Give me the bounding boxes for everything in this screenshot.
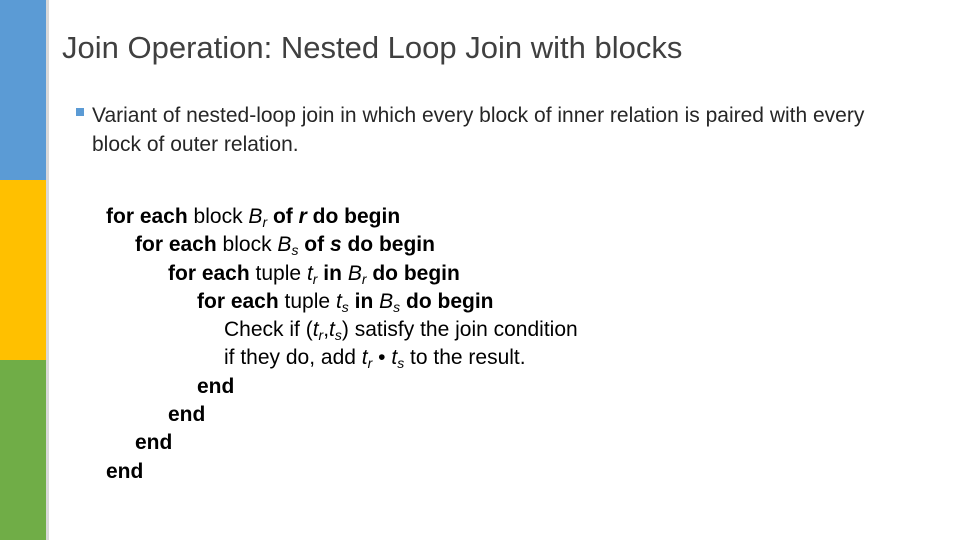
code-subscript: s — [341, 298, 349, 315]
pseudocode-block — [106, 203, 578, 486]
accent-band-gold — [0, 180, 46, 360]
code-line-inner-block-loop — [106, 231, 578, 259]
keyword-of: of — [272, 205, 293, 228]
code-line-end — [106, 429, 578, 457]
code-subscript: s — [291, 242, 299, 259]
code-var: t — [329, 318, 335, 342]
keyword-end: end — [106, 459, 144, 483]
code-line-end — [106, 373, 578, 401]
bullet-square-icon — [76, 108, 84, 116]
bullet-text: Variant of nested-loop join in which every block of inner relation is paired with every block of outer relation. — [92, 104, 865, 156]
code-subscript: s — [334, 327, 342, 344]
code-relation: r — [298, 205, 307, 228]
code-subscript: s — [397, 355, 405, 372]
keyword-do-begin: do begin — [312, 205, 401, 228]
accent-band-edge — [46, 0, 49, 540]
code-text: to the result. — [410, 346, 526, 370]
code-subscript: r — [367, 355, 373, 372]
code-line-outer-tuple-loop — [106, 260, 578, 288]
code-text: Check if ( — [224, 318, 313, 342]
code-subscript: s — [393, 298, 401, 315]
code-var: B — [347, 261, 362, 285]
code-subscript: r — [318, 327, 324, 344]
slide-title: Join Operation: Nested Loop Join with blocks — [62, 30, 683, 65]
keyword-for-each: for each — [135, 233, 217, 257]
accent-band-blue — [0, 0, 46, 180]
keyword-in: in — [323, 261, 342, 285]
keyword-do-begin: do begin — [372, 261, 460, 285]
code-line-end — [106, 458, 578, 486]
code-text: if they do, add — [224, 346, 356, 370]
code-text: , — [323, 318, 330, 342]
code-line-end — [106, 401, 578, 429]
code-var: B — [379, 289, 394, 313]
code-var: t — [312, 318, 319, 342]
code-line-add-result — [106, 344, 578, 372]
code-relation: s — [329, 233, 342, 257]
keyword-end: end — [197, 374, 235, 398]
keyword-of: of — [304, 233, 325, 257]
bullet-item — [76, 101, 876, 159]
code-var: B — [248, 205, 263, 228]
keyword-for-each: for each — [106, 205, 188, 228]
keyword-do-begin: do begin — [347, 233, 435, 257]
code-line-outer-block-loop — [106, 203, 578, 231]
code-word-block: block — [193, 205, 243, 228]
code-line-inner-tuple-loop — [106, 288, 578, 316]
keyword-in: in — [354, 289, 374, 313]
code-subscript: r — [361, 270, 367, 287]
code-var: B — [277, 233, 292, 257]
code-var: t — [335, 289, 342, 313]
code-subscript: r — [262, 214, 268, 230]
code-var: t — [306, 261, 313, 285]
accent-band-green — [0, 360, 46, 540]
keyword-do-begin: do begin — [406, 289, 494, 313]
keyword-for-each: for each — [168, 261, 250, 285]
keyword-end: end — [135, 431, 173, 455]
code-word-tuple: tuple — [255, 261, 302, 285]
code-subscript: r — [312, 270, 318, 287]
code-word-tuple: tuple — [284, 289, 331, 313]
code-var: t — [361, 346, 368, 370]
keyword-end: end — [168, 403, 206, 427]
keyword-for-each: for each — [197, 289, 279, 313]
concat-operator: • — [378, 346, 386, 370]
code-text: ) satisfy the join condition — [341, 318, 578, 342]
code-line-check-condition — [106, 316, 578, 344]
code-word-block: block — [222, 233, 272, 257]
code-var: t — [391, 346, 398, 370]
